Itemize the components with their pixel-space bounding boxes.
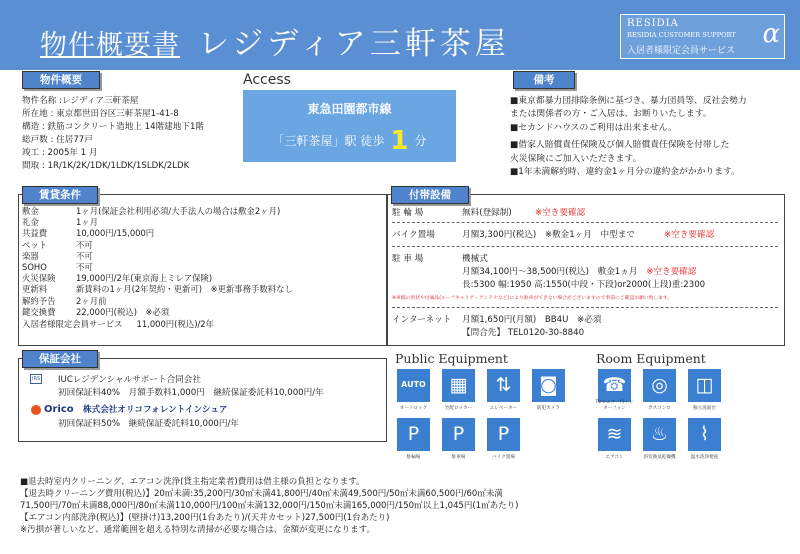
overview-line: 間取 : 1R/1K/2K/1DK/1LDK/1SLDK/2LDK bbox=[22, 161, 190, 171]
parking-fee: 月額34,100円～38,500円(税込) 敷金1ヵ月 bbox=[462, 267, 638, 277]
rent-key: 礼金 bbox=[22, 217, 39, 228]
walk-minutes: 1 bbox=[390, 126, 409, 156]
motorcycle-parking-icon bbox=[487, 418, 520, 460]
irs-logo: IRS bbox=[32, 376, 41, 382]
parking-note: ※空き要確認 bbox=[646, 267, 697, 277]
remark-line: ■1年未満解約時、違約金1ヶ月分の違約金がかかります。 bbox=[510, 167, 740, 178]
guarantee-terms-1: 初回保証料40% 月額手数料1,000円 継続保証委託料10,000円/年 bbox=[58, 388, 324, 398]
washlet-icon bbox=[688, 418, 721, 460]
net-row bbox=[392, 314, 602, 327]
washlet-glyph: ⌇ bbox=[699, 423, 710, 445]
rent-value: 不可 bbox=[76, 239, 93, 250]
equipment-label: ガスコンロ bbox=[648, 406, 671, 411]
alpha-logo-icon: α bbox=[762, 19, 780, 49]
moto-row bbox=[392, 229, 715, 242]
orico-logo-text: Orico bbox=[44, 404, 74, 415]
parking-type: 機械式 bbox=[462, 254, 488, 264]
remark-line: 火災保険にご加入いただきます。 bbox=[510, 153, 642, 164]
equipment-label: 独立洗面台 bbox=[693, 406, 716, 411]
net-key: インターネット bbox=[392, 315, 452, 325]
rent-label: 賃貸条件 bbox=[22, 186, 98, 204]
access-title: Access bbox=[243, 72, 291, 88]
equipment-label: エアコン bbox=[605, 455, 624, 460]
rent-key: 共益費 bbox=[22, 228, 48, 239]
net-contact: 【問合先】 TEL0120-30-8840 bbox=[462, 328, 585, 338]
footer-line: 【退去時クリーニング費用(税込)】20㎡未満:35,200円/30㎡未満41,800円/40㎡未満49,500円/50㎡未満60,500円/60㎡未満 bbox=[20, 489, 503, 499]
bicycle-parking-glyph: P bbox=[407, 423, 420, 445]
parking-key: 駐 車 場 bbox=[392, 254, 424, 264]
doc-title: 物件概要書 bbox=[40, 30, 180, 61]
overview-line: 構造 : 鉄筋コンクリート造地上 14階建地下1階 bbox=[22, 122, 205, 132]
footer-line: ※汚損が著しいなど、通常範囲を超える特別な清掃が必要な場合は、金額が変更になります。 bbox=[20, 525, 375, 535]
rent-key: SOHO bbox=[22, 262, 47, 273]
rent-value: 1ヶ月 bbox=[76, 217, 99, 228]
overview-label: 物件概要 bbox=[22, 71, 100, 89]
remark-line: ■借家人賠償責任保険及び個人賠償責任保険を付帯した bbox=[510, 140, 730, 151]
train-line: 東急田園都市線 bbox=[307, 102, 392, 116]
remarks-label: 備考 bbox=[513, 71, 575, 89]
minutes-unit: 分 bbox=[414, 134, 427, 148]
equipment-label: エレベーター bbox=[489, 406, 518, 411]
air-conditioner-glyph: ≋ bbox=[606, 423, 623, 445]
rent-value: 不可 bbox=[76, 250, 93, 261]
footer-line: ■退去時室内クリーニング、エアコン洗浄(貸主指定業者)費用は借主様の負担となります。 bbox=[20, 477, 365, 487]
moto-value: 月額3,300円(税込) ※敷金1ヶ月 中型まで bbox=[462, 230, 635, 240]
overview-line: 竣工 : 2005年 1 月 bbox=[22, 148, 98, 158]
station-name: 「三軒茶屋」駅 bbox=[272, 134, 357, 148]
parking-fee-row bbox=[462, 266, 696, 279]
equipment-label: TVモニター付インターフォン bbox=[595, 400, 634, 411]
tv-intercom-glyph: ☎ bbox=[602, 374, 627, 396]
security-camera-icon bbox=[532, 369, 565, 411]
guarantee-label: 保証会社 bbox=[22, 350, 98, 368]
bike-row bbox=[392, 207, 586, 220]
rent-value: 10,000円/15,000円 bbox=[76, 228, 155, 239]
overview-line: 所在地 : 東京都世田谷区三軒茶屋1-41-8 bbox=[22, 109, 179, 119]
page-title bbox=[40, 18, 510, 63]
air-conditioner-icon bbox=[598, 418, 631, 460]
parking-small-note: ※車幅の形状や付属品(ルーフキャリア・アンテナなど)により駐車ができない場合がございますので事前にご確認お願い致します。 bbox=[392, 296, 673, 301]
residia-badge bbox=[620, 14, 785, 59]
gas-stove-glyph: ◎ bbox=[651, 374, 668, 396]
tv-intercom-icon bbox=[595, 369, 634, 411]
rent-key: ペット bbox=[22, 239, 48, 250]
rent-values bbox=[76, 206, 293, 318]
remark-line: または関係者の方・ご入居は、お断りいたします。 bbox=[510, 109, 712, 120]
delivery-locker-glyph: ▦ bbox=[449, 374, 468, 396]
member-service-row bbox=[22, 318, 214, 331]
moto-key: バイク置場 bbox=[392, 230, 435, 240]
equipment-label: 温水洗浄便座 bbox=[690, 455, 719, 460]
car-parking-glyph: P bbox=[452, 423, 465, 445]
equipment-label: 浴室換気乾燥機 bbox=[643, 455, 676, 460]
security-camera-glyph: ◙ bbox=[539, 374, 558, 396]
bike-value: 無料(登録制) bbox=[462, 208, 512, 218]
rent-value: 11,000円(税込)/2年 bbox=[136, 319, 214, 329]
rent-value: 不可 bbox=[76, 262, 93, 273]
rent-value: 2ヶ月前 bbox=[76, 295, 107, 306]
rent-keys bbox=[22, 206, 56, 318]
elevator-icon bbox=[487, 369, 520, 411]
rent-key: 楽器 bbox=[22, 250, 39, 261]
parking-size: 長:5300 幅:1950 高:1550(中段・下段)or2000(上段)重:2300 bbox=[462, 280, 706, 290]
equipment-label: 防犯カメラ bbox=[537, 406, 560, 411]
remarks-list bbox=[510, 95, 747, 179]
residia-service-text: 入居者様限定会員サービス bbox=[627, 46, 736, 56]
car-parking-icon bbox=[442, 418, 475, 460]
guarantee-terms-2: 初回保証料50% 継続保証委託料10,000円/年 bbox=[58, 419, 239, 429]
access-box bbox=[243, 90, 456, 162]
equipment-label: バイク置場 bbox=[492, 455, 515, 460]
gas-stove-icon bbox=[643, 369, 676, 411]
equipment-label: 駐車場 bbox=[451, 455, 466, 460]
overview-list bbox=[22, 95, 204, 173]
footer-line: 【エアコン内部洗浄(税込)】(壁掛け)13,200円(1台あたり)/(天井カセット)27,500円(1台あたり) bbox=[20, 513, 390, 523]
elevator-glyph: ⇅ bbox=[495, 374, 512, 396]
footer-line: 71,500円/70㎡未満88,000円/80㎡未満110,000円/100㎡未満132,000円/150㎡未満165,000円/150㎡以上1,045円(1㎡あたり) bbox=[20, 501, 519, 511]
equipment-label: 駐輪場 bbox=[406, 455, 421, 460]
room-equipment-title: Room Equipment bbox=[596, 351, 706, 366]
divider bbox=[392, 307, 778, 308]
bathroom-dryer-icon bbox=[643, 418, 676, 460]
divider bbox=[392, 222, 778, 223]
rent-value: 19,000円/2年(東京海上ミレア保険) bbox=[76, 273, 213, 284]
station-walk bbox=[243, 126, 456, 156]
residia-logo-text: RESIDIA bbox=[627, 18, 679, 29]
auto-lock-glyph: AUTO bbox=[401, 380, 426, 389]
rent-key: 更新料 bbox=[22, 284, 48, 295]
equipment-label: 宅配ロッカー bbox=[444, 406, 473, 411]
remark-line: ■東京都暴力団排除条例に基づき、暴力団員等、反社会勢力 bbox=[510, 96, 747, 106]
washbasin-glyph: ◫ bbox=[695, 374, 714, 396]
residia-support-text: RESIDIA CUSTOMER SUPPORT bbox=[627, 31, 736, 39]
bike-key: 駐 輪 場 bbox=[392, 208, 424, 218]
moto-note: ※空き要確認 bbox=[664, 230, 715, 240]
rent-key: 敷金 bbox=[22, 206, 39, 216]
overview-line: 総戸数 : 住居77戸 bbox=[22, 135, 93, 145]
equipment-label: オートロック bbox=[399, 406, 428, 411]
rent-value: 1ヶ月(保証会社利用必須/大手法人の場合は敷金2ヶ月) bbox=[76, 206, 281, 216]
overview-line: 物件名称 :レジディア三軒茶屋 bbox=[22, 96, 139, 106]
walk-label: 徒歩 bbox=[360, 134, 385, 148]
washbasin-icon bbox=[688, 369, 721, 411]
orico-logo-icon bbox=[31, 405, 41, 415]
rent-key: 解約予告 bbox=[22, 295, 56, 306]
rent-value: 22,000円(税込) ※必須 bbox=[76, 306, 170, 317]
facilities-label: 付帯設備 bbox=[391, 186, 469, 204]
rent-value: 新賃料の1ヶ月(2年契約・更新可) ※更新事務手数料なし bbox=[76, 284, 293, 295]
rent-key: 鍵交換費 bbox=[22, 306, 56, 317]
guarantee-company-1: IUCレジデンシャルサポート合同会社 bbox=[58, 375, 201, 385]
remark-line: ■セカンドハウスのご利用は出来ません。 bbox=[510, 122, 677, 133]
motorcycle-parking-glyph: P bbox=[497, 423, 510, 445]
net-value: 月額1,650円(月額) BB4U ※必須 bbox=[462, 315, 602, 325]
bicycle-parking-icon bbox=[397, 418, 430, 460]
bathroom-dryer-glyph: ♨ bbox=[650, 423, 669, 445]
delivery-locker-icon bbox=[442, 369, 475, 411]
rent-key: 火災保険 bbox=[22, 273, 56, 284]
footer-notes bbox=[20, 476, 518, 536]
divider bbox=[392, 246, 778, 247]
rent-key: 入居者様限定会員サービス bbox=[22, 319, 123, 329]
guarantee-company-2: 株式会社オリコフォレントインシュア bbox=[83, 405, 228, 415]
public-equipment-title: Public Equipment bbox=[395, 351, 508, 366]
auto-lock-icon bbox=[397, 369, 430, 411]
bike-note: ※空き要確認 bbox=[535, 208, 586, 218]
property-name: レジディア三軒茶屋 bbox=[198, 26, 510, 62]
